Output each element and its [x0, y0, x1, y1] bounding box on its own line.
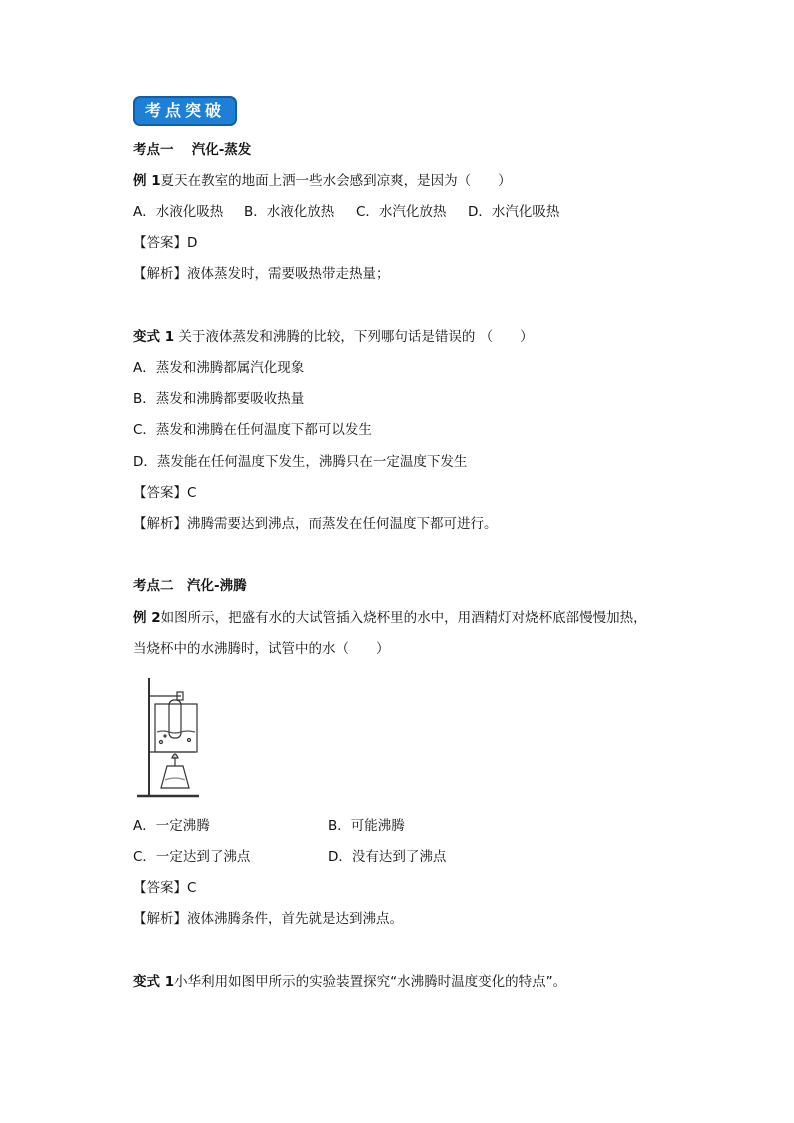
example-2-text-1: 如图所示，把盛有水的大试管插入烧杯里的水中，用酒精灯对烧杯底部慢慢加热，: [160, 610, 647, 626]
example-1-text: 夏天在教室的地面上洒一些水会感到凉爽，是因为（ ）: [160, 173, 512, 189]
example-1-label: 例 1: [133, 173, 161, 189]
variant-1-analysis: 【解析】沸腾需要达到沸点，而蒸发在任何温度下都可进行。: [133, 516, 498, 532]
example-1-option-a: A．水液化吸热: [133, 204, 224, 220]
variant-2-question: [133, 973, 566, 991]
example-1-question: [133, 172, 512, 190]
variant-1-option-a: A．蒸发和沸腾都属汽化现象: [133, 360, 305, 376]
example-1-option-c: C．水汽化放热: [356, 204, 447, 220]
variant-2-text: 小华利用如图甲所示的实验装置探究“水沸腾时温度变化的特点”。: [174, 974, 567, 990]
variant-1-answer: 【答案】C: [133, 485, 197, 501]
example-2-answer: 【答案】C: [133, 880, 197, 896]
topic-1-title: 考点一 汽化-蒸发: [133, 142, 252, 158]
variant-1-question: [133, 328, 534, 346]
variant-1-option-d: D．蒸发能在任何温度下发生，沸腾只在一定温度下发生: [133, 454, 468, 470]
variant-2-label: 变式 1: [133, 974, 175, 990]
example-1-answer: 【答案】D: [133, 235, 198, 251]
section-banner: 考点突破: [133, 96, 237, 126]
example-2-option-d: D．没有达到了沸点: [328, 849, 447, 865]
example-1-option-d: D．水汽化吸热: [468, 204, 560, 220]
variant-1-option-c: C．蒸发和沸腾在任何温度下都可以发生: [133, 422, 372, 438]
example-2-question-line-1: [133, 609, 647, 627]
example-2-option-b: B．可能沸腾: [328, 818, 405, 834]
example-2-analysis: 【解析】液体沸腾条件，首先就是达到沸点。: [133, 911, 403, 927]
example-1-analysis: 【解析】液体蒸发时，需要吸热带走热量；: [133, 266, 390, 282]
variant-1-text: 关于液体蒸发和沸腾的比较，下列哪句话是错误的 （ ）: [174, 329, 534, 345]
example-1-option-b: B．水液化放热: [244, 204, 335, 220]
example-2-option-a: A．一定沸腾: [133, 818, 210, 834]
topic-2-title: 考点二 汽化-沸腾: [133, 578, 247, 594]
example-2-label: 例 2: [133, 610, 161, 626]
example-2-option-c: C．一定达到了沸点: [133, 849, 251, 865]
variant-1-label: 变式 1: [133, 329, 175, 345]
example-2-question-line-2: 当烧杯中的水沸腾时，试管中的水（ ）: [133, 641, 390, 657]
boiling-apparatus-figure: [133, 672, 205, 802]
variant-1-option-b: B．蒸发和沸腾都要吸收热量: [133, 391, 305, 407]
